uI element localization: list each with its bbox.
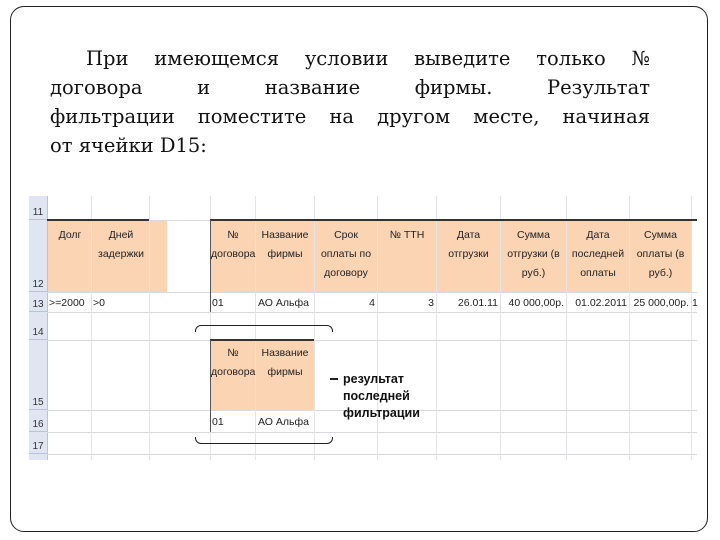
task-line-4: от ячейки D15: xyxy=(50,134,207,157)
task-line-2: договора и название фирмы. Результат xyxy=(50,76,650,99)
table-top-border xyxy=(210,219,697,221)
cell-extra: 1 xyxy=(692,297,698,309)
result-cell-contract: 01 xyxy=(212,416,224,428)
grid-line xyxy=(91,196,92,460)
result-annotation: результат последней фильтрации xyxy=(343,372,420,420)
cell-ttn: 3 xyxy=(428,297,434,309)
grid-line xyxy=(149,196,150,460)
cell-firm: АО Альфа xyxy=(258,297,309,309)
row-number: 14 xyxy=(29,312,47,340)
task-line-3: фильтрации поместите на другом месте, начиная xyxy=(50,105,650,128)
annotation-pointer xyxy=(330,378,338,380)
result-header-contract: № договора xyxy=(211,347,256,378)
row-number: 11 xyxy=(29,196,47,220)
cell-pay-sum: 25 000,00р. xyxy=(633,297,689,309)
header-term: Срок оплаты по договору xyxy=(320,229,372,279)
cell-debt-criterion: >=2000 xyxy=(49,297,85,309)
task-line-1: При имеющемся условии выведите только № xyxy=(86,47,650,70)
row-number: 17 xyxy=(29,432,47,454)
cell-delay-criterion: >0 xyxy=(93,297,105,309)
grid-line xyxy=(47,340,697,341)
task-paragraph xyxy=(50,44,650,160)
row-number: 12 xyxy=(29,220,47,292)
header-ship-date: Дата отгрузки xyxy=(448,229,489,260)
top-bracket xyxy=(195,325,333,332)
grid-line xyxy=(47,432,697,433)
row-number: 15 xyxy=(29,340,47,410)
grid-line xyxy=(691,196,692,460)
header-pay-sum: Сумма оплаты (в руб.) xyxy=(636,229,685,279)
result-header-firm: Название фирмы xyxy=(261,347,309,378)
cell-pay-date: 01.02.2011 xyxy=(575,297,627,309)
header-firm: Название фирмы xyxy=(261,229,309,260)
cell-ship-date: 26.01.11 xyxy=(457,297,498,309)
bottom-bracket xyxy=(195,437,333,444)
row-number: 16 xyxy=(29,410,47,432)
result-cell-firm: АО Альфа xyxy=(258,416,309,428)
header-contract: № договора xyxy=(211,229,256,260)
criteria-top-border xyxy=(47,219,149,221)
cell-contract: 01 xyxy=(212,297,224,309)
grid-line xyxy=(47,454,697,455)
cell-term: 4 xyxy=(369,297,375,309)
cell-ship-sum: 40 000,00р. xyxy=(508,297,564,309)
header-debt: Долг xyxy=(58,229,82,241)
grid-line xyxy=(47,292,697,293)
header-delay: Дней задержки xyxy=(98,229,144,260)
header-ttn: № ТТН xyxy=(389,229,425,241)
result-top-border xyxy=(210,339,314,341)
grid-line xyxy=(47,312,697,313)
row-number: 13 xyxy=(29,292,47,312)
header-ship-sum: Сумма отгрузки (в руб.) xyxy=(507,229,560,279)
spreadsheet-excerpt xyxy=(29,196,697,460)
header-pay-date: Дата последней оплаты xyxy=(571,229,625,279)
